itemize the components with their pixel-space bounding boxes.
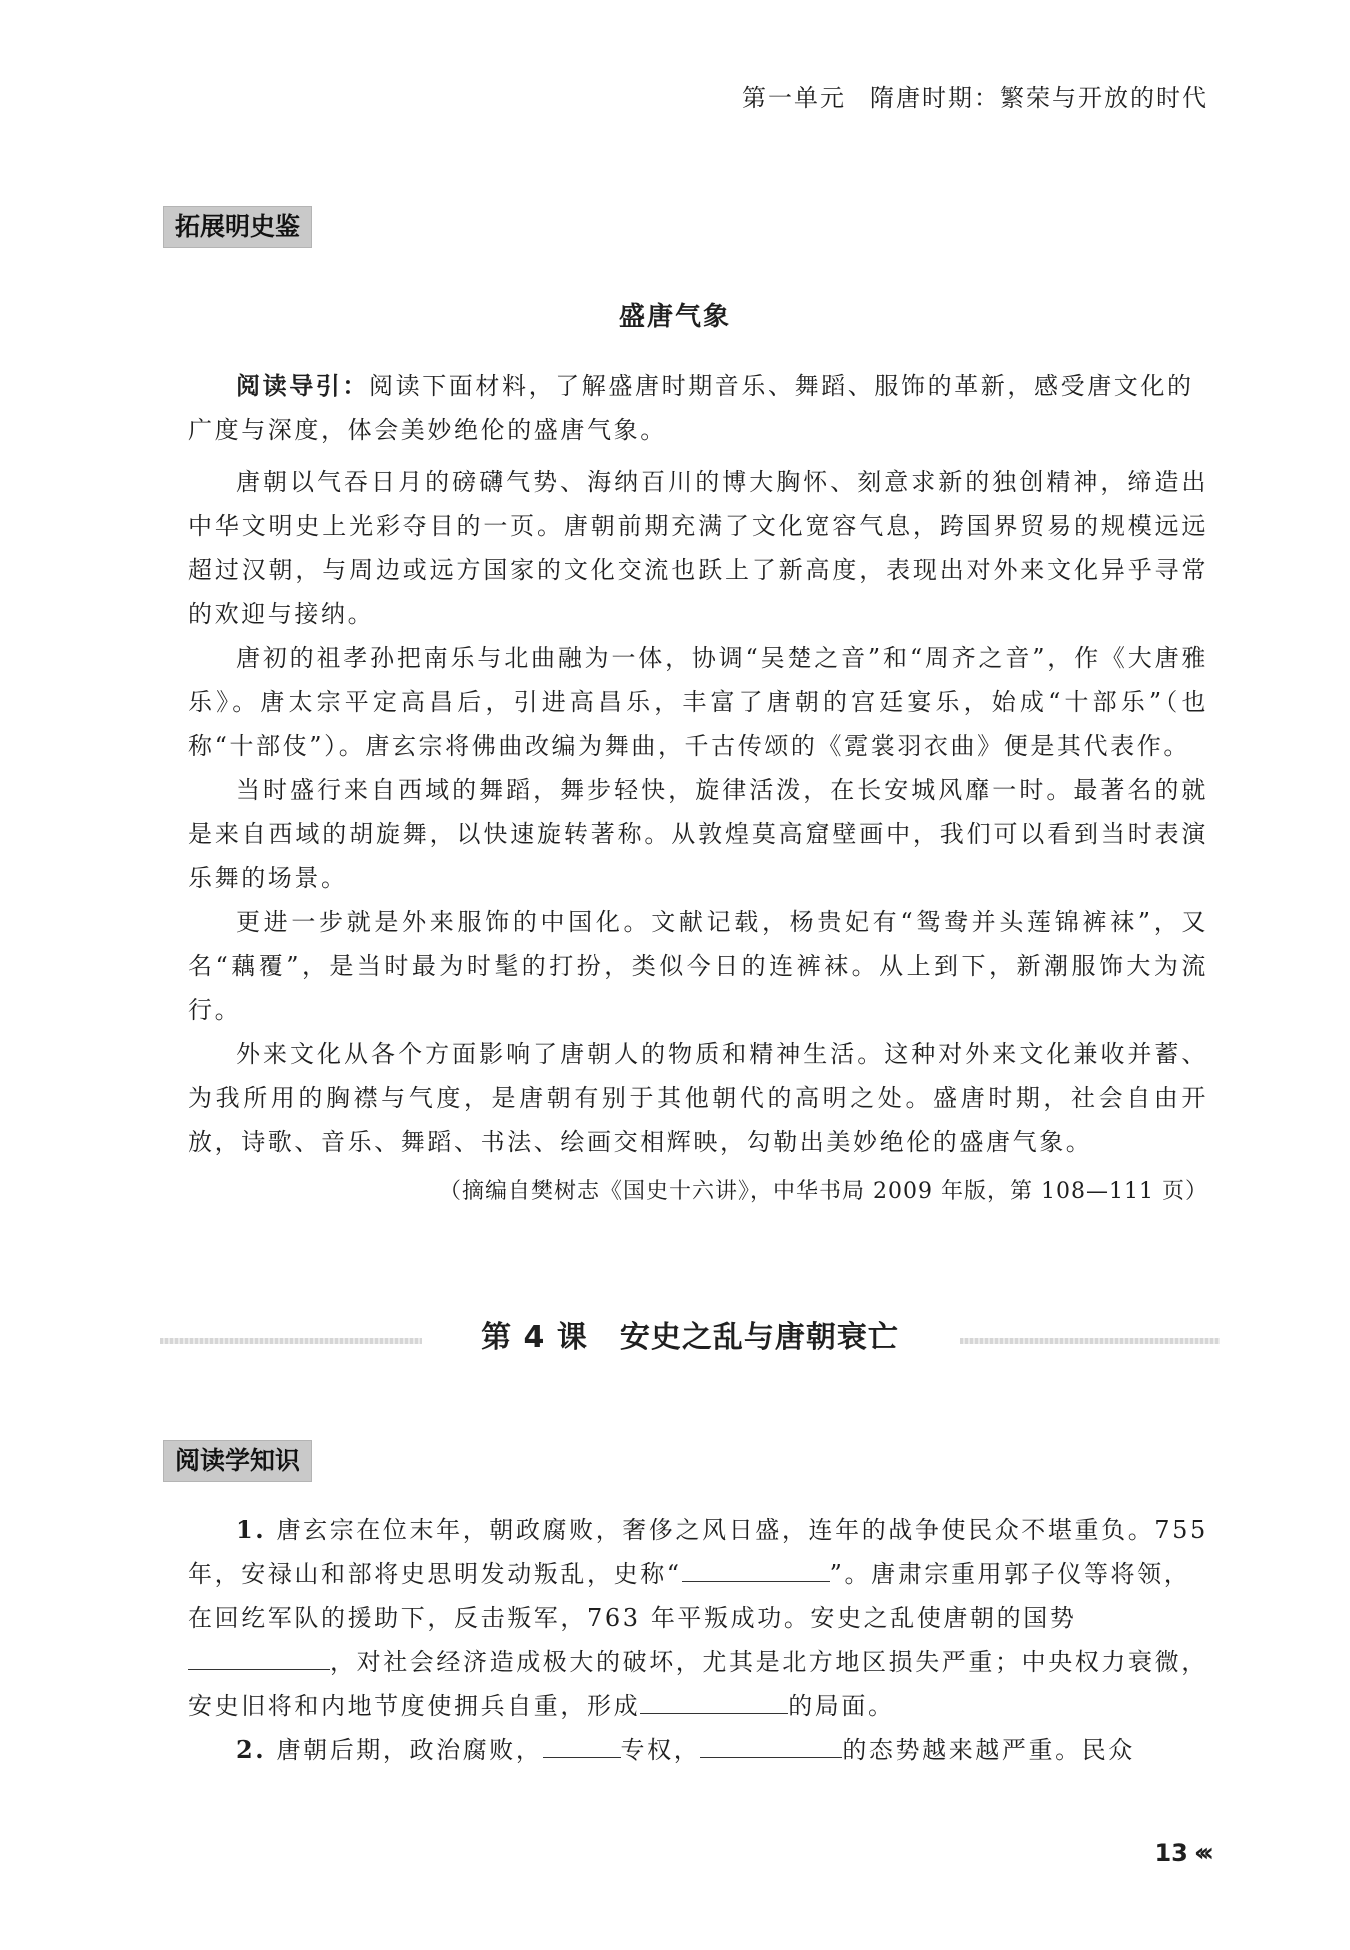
question-text: ”。唐肃宗重用郭子仪等将领，在回纥军队的援助下，反击叛军，763 年平叛成功。安史之乱使唐朝的国势 [188, 1560, 1191, 1632]
answer-blank[interactable] [682, 1555, 830, 1582]
answer-blank[interactable] [700, 1731, 842, 1758]
question-text: ，对社会经济造成极大的破坏，尤其是北方地区损失严重；中央权力衰微，安史旧将和内地节度使拥兵自重，形成 [188, 1648, 1208, 1720]
question-text: 的局面。 [788, 1692, 895, 1720]
article-paragraph: 唐初的祖孝孙把南乐与北曲融为一体，协调“吴楚之音”和“周齐之音”，作《大唐雅乐》。唐太宗平定高昌后，引进高昌乐，丰富了唐朝的宫廷宴乐，始成“十部乐”（也称“十部伎”）。唐玄宗将佛曲改编为舞曲，千古传颂的《霓裳羽衣曲》便是其代表作。 [188, 644, 1208, 760]
lesson-heading [160, 1308, 1220, 1364]
answer-blank[interactable] [640, 1687, 788, 1714]
lesson-title [160, 1312, 1220, 1356]
question-text: 专权， [620, 1736, 701, 1764]
answer-blank[interactable] [543, 1731, 621, 1758]
article-paragraph: 更进一步就是外来服饰的中国化。文献记载，杨贵妃有“鸳鸯并头莲锦裤袜”，又名“藕覆”，是当时最为时髦的打扮，类似今日的连裤袜。从上到下，新潮服饰大为流行。 [188, 908, 1208, 1024]
chevrons-left-icon: ‹‹‹ [1193, 1838, 1208, 1868]
unit-label: 第一单元 [742, 84, 846, 112]
article-body [188, 460, 1208, 1164]
reading-guide [188, 364, 1208, 452]
section-title: 盛唐气象 [618, 302, 731, 332]
unit-title: 隋唐时期：繁荣与开放的时代 [870, 84, 1208, 112]
page-number: 13 [1154, 1839, 1188, 1867]
question-text: 唐玄宗在位末年，朝政腐败，奢侈之风日盛，连年的战争使民众不堪重负。755 年，安禄山和部将史思明发动叛乱，史称“ [188, 1516, 1208, 1588]
citation: （摘编自樊树志《国史十六讲》，中华书局 2009 年版，第 108—111 页） [439, 1179, 1208, 1204]
expand-section-tag: 拓展明史鉴 [163, 206, 312, 248]
lesson-name: 安史之乱与唐朝衰亡 [619, 1320, 899, 1355]
question-text: 唐朝后期，政治腐败， [276, 1736, 543, 1764]
reading-guide-label: 阅读导引： [236, 372, 369, 400]
exercise-questions [188, 1508, 1208, 1772]
page-number-block [1154, 1838, 1208, 1868]
answer-blank[interactable] [188, 1643, 330, 1670]
read-knowledge-tag: 阅读学知识 [163, 1440, 312, 1482]
question-2 [188, 1728, 1208, 1772]
article-paragraph: 唐朝以气吞日月的磅礴气势、海纳百川的博大胸怀、刻意求新的独创精神，缔造出中华文明史上光彩夺目的一页。唐朝前期充满了文化宽容气息，跨国界贸易的规模远远超过汉朝，与周边或远方国家的文化交流也跃上了新高度，表现出对外来文化异乎寻常的欢迎与接纳。 [188, 468, 1208, 628]
question-number: 1. [236, 1515, 267, 1544]
article-paragraph: 当时盛行来自西域的舞蹈，舞步轻快，旋律活泼，在长安城风靡一时。最著名的就是来自西域的胡旋舞，以快速旋转著称。从敦煌莫高窟壁画中，我们可以看到当时表演乐舞的场景。 [188, 776, 1208, 892]
article-paragraph: 外来文化从各个方面影响了唐朝人的物质和精神生活。这种对外来文化兼收并蓄、为我所用的胸襟与气度，是唐朝有别于其他朝代的高明之处。盛唐时期，社会自由开放，诗歌、音乐、舞蹈、书法、绘画交相辉映，勾勒出美妙绝伦的盛唐气象。 [188, 1040, 1208, 1156]
lesson-number: 第 4 课 [481, 1320, 588, 1355]
question-1 [188, 1508, 1208, 1728]
question-text: 的态势越来越严重。民众 [842, 1736, 1135, 1764]
reading-guide-text: 阅读下面材料，了解盛唐时期音乐、舞蹈、服饰的革新，感受唐文化的广度与深度，体会美妙绝伦的盛唐气象。 [188, 372, 1194, 444]
running-header [742, 78, 1208, 113]
question-number: 2. [236, 1735, 267, 1764]
